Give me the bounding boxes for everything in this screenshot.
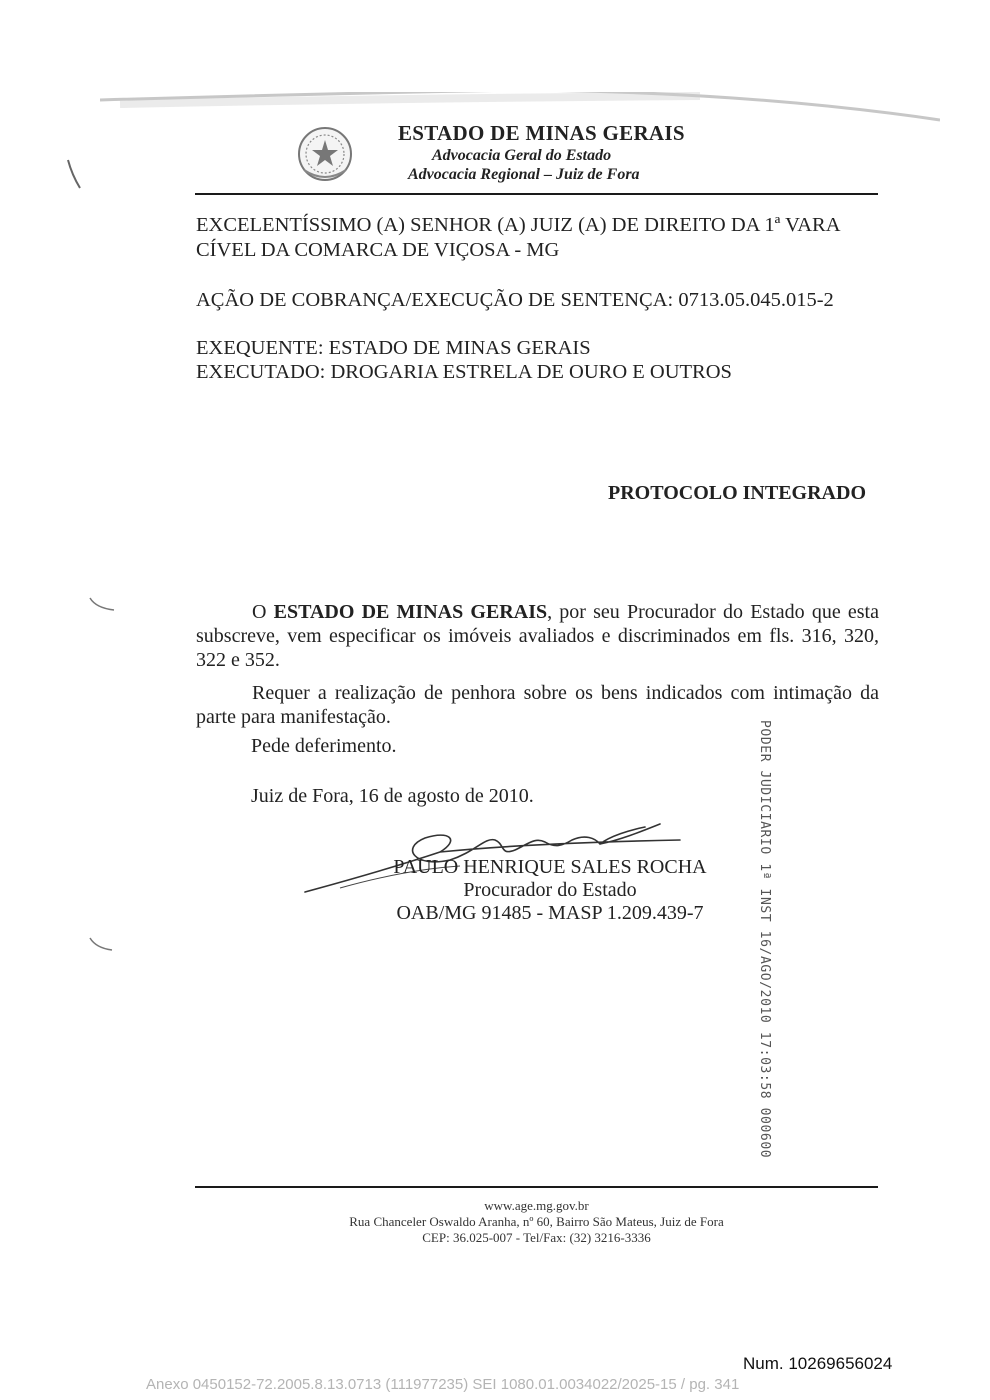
addressee-line-2: CÍVEL DA COMARCA DE VIÇOSA - MG	[196, 239, 560, 261]
addressee-line-1: EXCELENTÍSSIMO (A) SENHOR (A) JUIZ (A) DE DIREITO DA 1ª VARA	[196, 214, 841, 236]
paragraph-1-lead: O	[252, 601, 267, 623]
document-number: Num. 10269656024	[743, 1354, 893, 1373]
footer-address: Rua Chanceler Oswaldo Aranha, nº 60, Bairro São Mateus, Juiz de Fora	[349, 1214, 724, 1229]
paragraph-1-text: , por seu Procurador do Estado que esta subscreve, vem especificar os imóveis avaliados e discriminados em fls. 316, 320, 322 e 352.	[196, 601, 879, 671]
protocol-label: PROTOCOLO INTEGRADO	[608, 482, 866, 504]
paragraph-2-text: Requer a realização de penhora sobre os bens indicados com intimação da parte para manifestação.	[196, 682, 879, 728]
header-title: ESTADO DE MINAS GERAIS	[398, 121, 685, 145]
stamp-text: PODER JUDICIARIO 1ª INST 16/AGO/2010 17:03:58 000600	[757, 720, 772, 1159]
header-subtitle-agency: Advocacia Geral do Estado	[432, 147, 612, 164]
signer-registration: OAB/MG 91485 - MASP 1.209.439-7	[396, 902, 704, 924]
signer-role: Procurador do Estado	[463, 879, 637, 901]
signer-name: PAULO HENRIQUE SALES ROCHA	[393, 856, 707, 878]
paragraph-1-state-name: ESTADO DE MINAS GERAIS	[273, 601, 548, 623]
party-executado: EXECUTADO: DROGARIA ESTRELA DE OURO E OUTROS	[196, 361, 732, 383]
party-exequente: EXEQUENTE: ESTADO DE MINAS GERAIS	[196, 337, 591, 359]
place-and-date: Juiz de Fora, 16 de agosto de 2010.	[251, 785, 534, 807]
closing-request: Pede deferimento.	[251, 735, 397, 757]
annex-reference: Anexo 0450152-72.2005.8.13.0713 (111977235) SEI 1080.01.0034022/2025-15 / pg. 341	[146, 1376, 740, 1393]
header-subtitle-regional: Advocacia Regional – Juiz de Fora	[408, 166, 640, 183]
footer-website: www.age.mg.gov.br	[484, 1198, 589, 1213]
footer-contact: CEP: 36.025-007 - Tel/Fax: (32) 3216-3336	[422, 1230, 651, 1245]
action-reference: AÇÃO DE COBRANÇA/EXECUÇÃO DE SENTENÇA: 0713.05.045.015-2	[196, 289, 834, 311]
